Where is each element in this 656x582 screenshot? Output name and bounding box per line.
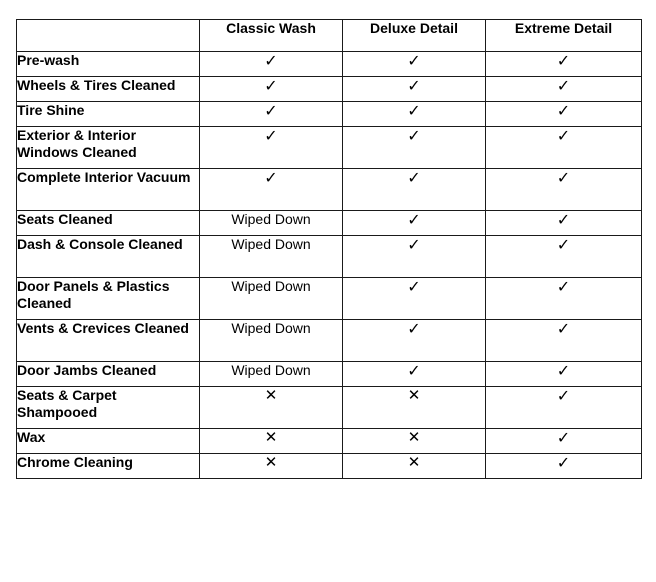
table-body	[17, 52, 642, 479]
cell-deluxe-detail	[343, 169, 486, 211]
checkmark-icon: ✓	[556, 210, 571, 229]
feature-label: Wax	[17, 429, 200, 454]
cell-classic-wash	[200, 236, 343, 278]
checkmark-icon: ✓	[556, 428, 571, 447]
feature-label: Door Panels & Plastics Cleaned	[17, 278, 200, 320]
cross-icon: ✕	[407, 453, 421, 471]
checkmark-icon: ✓	[407, 126, 421, 145]
cell-classic-wash	[200, 320, 343, 362]
comparison-table	[16, 19, 642, 479]
checkmark-icon: ✓	[407, 277, 421, 296]
cell-extreme-detail	[486, 454, 642, 479]
cross-icon: ✕	[264, 386, 278, 404]
checkmark-icon: ✓	[264, 101, 278, 120]
cell-deluxe-detail	[343, 52, 486, 77]
table-row	[17, 236, 642, 278]
checkmark-icon: ✓	[556, 277, 571, 296]
table-row	[17, 429, 642, 454]
cell-text: Wiped Down	[231, 362, 311, 378]
feature-label: Pre-wash	[17, 52, 200, 77]
checkmark-icon: ✓	[556, 51, 571, 70]
cell-deluxe-detail	[343, 77, 486, 102]
header-row	[17, 20, 642, 52]
checkmark-icon: ✓	[556, 235, 571, 254]
cell-extreme-detail	[486, 169, 642, 211]
checkmark-icon: ✓	[407, 101, 421, 120]
cell-classic-wash	[200, 127, 343, 169]
cell-deluxe-detail	[343, 429, 486, 454]
checkmark-icon: ✓	[556, 386, 571, 405]
feature-label: Seats Cleaned	[17, 211, 200, 236]
checkmark-icon: ✓	[407, 76, 421, 95]
cell-extreme-detail	[486, 211, 642, 236]
feature-label: Vents & Crevices Cleaned	[17, 320, 200, 362]
checkmark-icon: ✓	[264, 126, 278, 145]
cell-extreme-detail	[486, 127, 642, 169]
checkmark-icon: ✓	[556, 101, 571, 120]
table-row	[17, 320, 642, 362]
cross-icon: ✕	[264, 428, 278, 446]
table-row	[17, 362, 642, 387]
checkmark-icon: ✓	[556, 76, 571, 95]
cell-extreme-detail	[486, 362, 642, 387]
cell-classic-wash	[200, 454, 343, 479]
checkmark-icon: ✓	[407, 319, 421, 338]
cell-classic-wash	[200, 211, 343, 236]
header-classic-wash: Classic Wash	[200, 20, 343, 52]
cell-deluxe-detail	[343, 127, 486, 169]
checkmark-icon: ✓	[264, 168, 278, 187]
cell-classic-wash	[200, 278, 343, 320]
cross-icon: ✕	[407, 428, 421, 446]
feature-label: Tire Shine	[17, 102, 200, 127]
table-row	[17, 278, 642, 320]
cell-extreme-detail	[486, 52, 642, 77]
checkmark-icon: ✓	[407, 168, 421, 187]
cell-extreme-detail	[486, 236, 642, 278]
feature-label: Wheels & Tires Cleaned	[17, 77, 200, 102]
cell-extreme-detail	[486, 429, 642, 454]
cell-deluxe-detail	[343, 320, 486, 362]
feature-label: Door Jambs Cleaned	[17, 362, 200, 387]
table-row	[17, 211, 642, 236]
cross-icon: ✕	[264, 453, 278, 471]
checkmark-icon: ✓	[556, 453, 571, 472]
cell-text: Wiped Down	[231, 320, 311, 336]
table-row	[17, 454, 642, 479]
header-extreme-detail: Extreme Detail	[486, 20, 642, 52]
checkmark-icon: ✓	[556, 168, 571, 187]
cell-deluxe-detail	[343, 102, 486, 127]
cell-extreme-detail	[486, 320, 642, 362]
checkmark-icon: ✓	[264, 76, 278, 95]
feature-label: Chrome Cleaning	[17, 454, 200, 479]
checkmark-icon: ✓	[556, 361, 571, 380]
checkmark-icon: ✓	[407, 210, 421, 229]
header-corner-cell	[17, 20, 200, 52]
table-row	[17, 102, 642, 127]
cell-deluxe-detail	[343, 454, 486, 479]
table-row	[17, 77, 642, 102]
cell-text: Wiped Down	[231, 278, 311, 294]
feature-label: Dash & Console Cleaned	[17, 236, 200, 278]
checkmark-icon: ✓	[407, 235, 421, 254]
cell-deluxe-detail	[343, 387, 486, 429]
cell-text: Wiped Down	[231, 236, 311, 252]
feature-label: Complete Interior Vacuum	[17, 169, 200, 211]
table-row	[17, 52, 642, 77]
cell-classic-wash	[200, 169, 343, 211]
cell-extreme-detail	[486, 387, 642, 429]
table-row	[17, 169, 642, 211]
feature-label: Seats & Carpet Shampooed	[17, 387, 200, 429]
header-deluxe-detail: Deluxe Detail	[343, 20, 486, 52]
cell-extreme-detail	[486, 278, 642, 320]
cell-classic-wash	[200, 362, 343, 387]
checkmark-icon: ✓	[264, 51, 278, 70]
cell-classic-wash	[200, 52, 343, 77]
cell-classic-wash	[200, 77, 343, 102]
cell-extreme-detail	[486, 77, 642, 102]
checkmark-icon: ✓	[556, 319, 571, 338]
cell-deluxe-detail	[343, 278, 486, 320]
cell-extreme-detail	[486, 102, 642, 127]
cell-text: Wiped Down	[231, 211, 311, 227]
cell-deluxe-detail	[343, 362, 486, 387]
cell-classic-wash	[200, 429, 343, 454]
checkmark-icon: ✓	[407, 51, 421, 70]
cell-deluxe-detail	[343, 211, 486, 236]
cross-icon: ✕	[407, 386, 421, 404]
table-row	[17, 387, 642, 429]
table-row	[17, 127, 642, 169]
checkmark-icon: ✓	[407, 361, 421, 380]
cell-classic-wash	[200, 102, 343, 127]
cell-classic-wash	[200, 387, 343, 429]
checkmark-icon: ✓	[556, 126, 571, 145]
feature-label: Exterior & Interior Windows Cleaned	[17, 127, 200, 169]
cell-deluxe-detail	[343, 236, 486, 278]
